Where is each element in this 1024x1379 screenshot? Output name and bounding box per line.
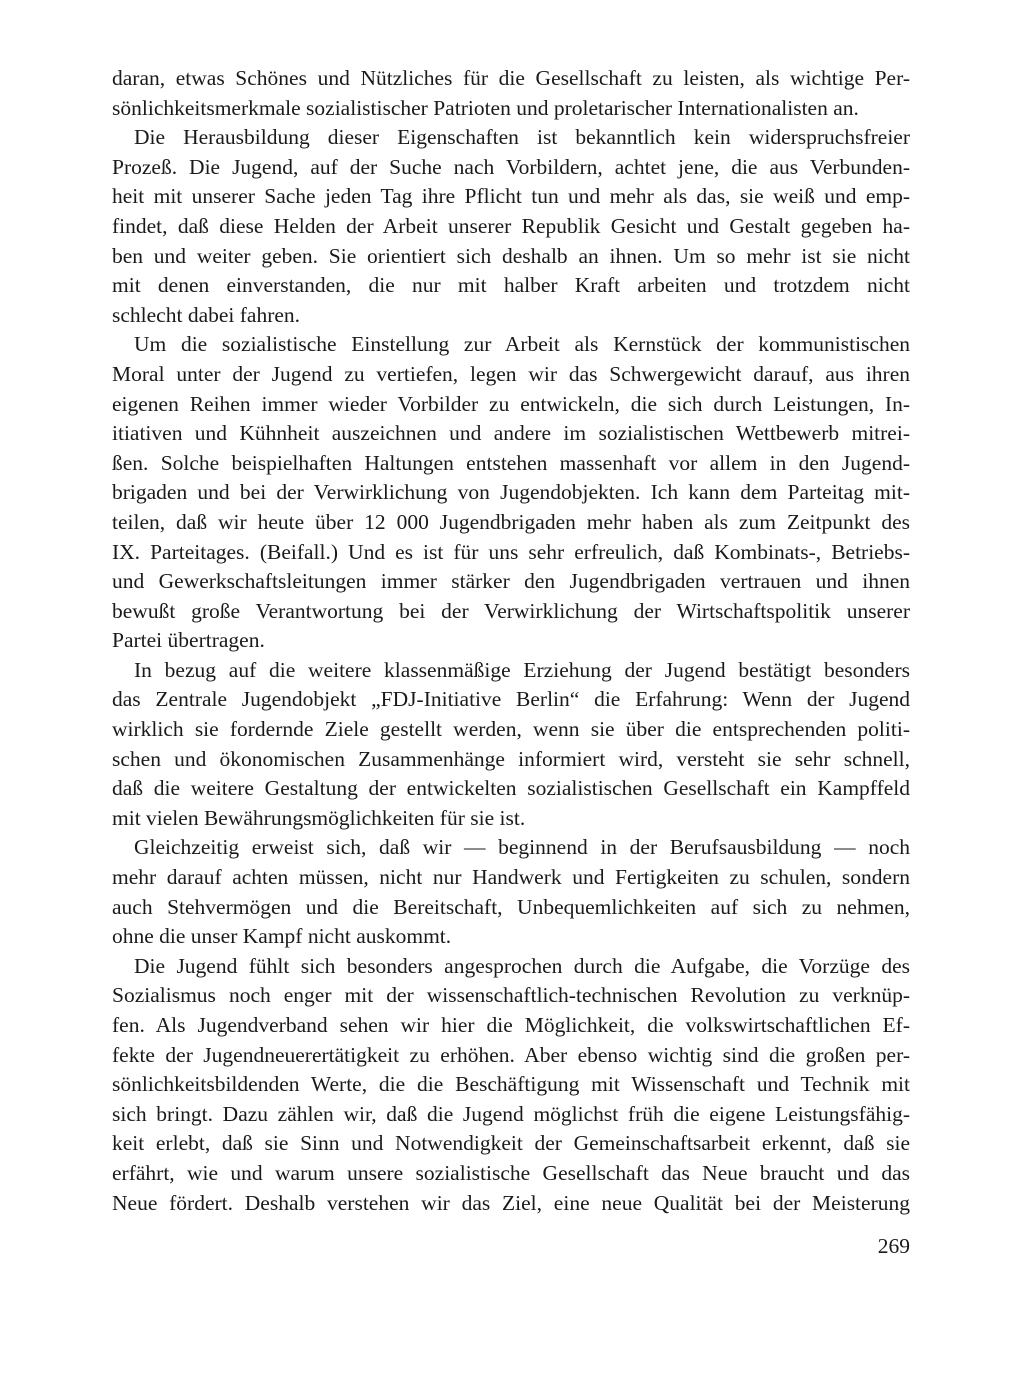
text-line: teilen, daß wir heute über 12 000 Jugendbrigaden mehr haben als zum Zeitpunkt des [112, 509, 910, 534]
text-line: ßen. Solche beispielhaften Haltungen entstehen massenhaft vor allem in den Jugend- [112, 450, 910, 475]
text-line: heit mit unserer Sache jeden Tag ihre Pflicht tun und mehr als das, sie weiß und emp- [112, 184, 910, 209]
text-line: erfährt, wie und warum unsere sozialistische Gesellschaft das Neue braucht und das [112, 1160, 910, 1185]
text-line: wirklich sie fordernde Ziele gestellt werden, wenn sie über die entsprechenden politi- [112, 717, 910, 742]
body-text [112, 64, 910, 1218]
text-line: Die Herausbildung dieser Eigenschaften ist bekanntlich kein widerspruchsfreier [134, 125, 910, 150]
text-line: Gleichzeitig erweist sich, daß wir — beginnend in der Berufsausbildung — noch [134, 835, 910, 860]
text-line: ben und weiter geben. Sie orientiert sich deshalb an ihnen. Um so mehr ist sie nicht [112, 243, 910, 268]
text-line: keit erlebt, daß sie Sinn und Notwendigkeit der Gemeinschaftsarbeit erkennt, daß sie [112, 1131, 910, 1156]
text-line: sich bringt. Dazu zählen wir, daß die Jugend möglichst früh die eigene Leistungsfähig- [112, 1101, 910, 1126]
paragraph [112, 952, 910, 1218]
text-line: Prozeß. Die Jugend, auf der Suche nach Vorbildern, achtet jene, die aus Verbunden- [112, 154, 910, 179]
text-line: das Zentrale Jugendobjekt „FDJ-Initiative Berlin“ die Erfahrung: Wenn der Jugend [112, 687, 910, 712]
text-line: Neue fördert. Deshalb verstehen wir das Ziel, eine neue Qualität bei der Meisterung [112, 1190, 910, 1215]
page-number: 269 [877, 1234, 910, 1258]
paragraph [112, 833, 910, 951]
text-line: mit vielen Bewährungsmöglichkeiten für sie ist. [112, 805, 526, 830]
text-line: mit denen einverstanden, die nur mit halber Kraft arbeiten und trotzdem nicht [112, 273, 910, 298]
text-line: Moral unter der Jugend zu vertiefen, legen wir das Schwergewicht darauf, aus ihren [112, 361, 910, 386]
paragraph [112, 330, 910, 656]
text-line: sönlichkeitsbildenden Werte, die die Beschäftigung mit Wissenschaft und Technik mit [112, 1072, 910, 1097]
text-line: sönlichkeitsmerkmale sozialistischer Patrioten und proletarischer Internationalisten an. [112, 95, 859, 120]
text-line: mehr darauf achten müssen, nicht nur Handwerk und Fertigkeiten zu schulen, sondern [112, 865, 910, 890]
text-line: auch Stehvermögen und die Bereitschaft, Unbequemlichkeiten auf sich zu nehmen, [112, 894, 910, 919]
text-line: Um die sozialistische Einstellung zur Arbeit als Kernstück der kommunistischen [134, 332, 910, 357]
paragraph [112, 123, 910, 330]
text-line: bewußt große Verantwortung bei der Verwirklichung der Wirtschaftspolitik unserer [112, 598, 910, 623]
text-line: itiativen und Kühnheit auszeichnen und andere im sozialistischen Wettbewerb mitrei- [112, 421, 910, 446]
text-line: schen und ökonomischen Zusammenhänge informiert wird, versteht sie sehr schnell, [112, 746, 910, 771]
paragraph [112, 656, 910, 834]
text-line: In bezug auf die weitere klassenmäßige Erziehung der Jugend bestätigt besonders [134, 657, 910, 682]
text-line: brigaden und bei der Verwirklichung von Jugendobjekten. Ich kann dem Parteitag mit- [112, 480, 910, 505]
text-line: daran, etwas Schönes und Nützliches für die Gesellschaft zu leisten, als wichtige Per- [112, 66, 910, 90]
text-line: und Gewerkschaftsleitungen immer stärker den Jugendbrigaden vertrauen und ihnen [112, 569, 910, 594]
text-line: fekte der Jugendneuerertätigkeit zu erhöhen. Aber ebenso wichtig sind die großen per- [112, 1042, 910, 1067]
text-line: Partei übertragen. [112, 628, 265, 653]
text-line: IX. Parteitages. (Beifall.) Und es ist für uns sehr erfreulich, daß Kombinats-, Betriebs- [112, 539, 910, 564]
text-line: Sozialismus noch enger mit der wissenschaftlich-technischen Revolution zu verknüp- [112, 983, 910, 1008]
text-line: Die Jugend fühlt sich besonders angesprochen durch die Aufgabe, die Vorzüge des [134, 953, 910, 978]
text-line: daß die weitere Gestaltung der entwickelten sozialistischen Gesellschaft ein Kampffeld [112, 776, 910, 801]
text-line: schlecht dabei fahren. [112, 302, 301, 327]
text-line: fen. Als Jugendverband sehen wir hier die Möglichkeit, die volkswirtschaftlichen Ef- [112, 1013, 910, 1037]
paragraph [112, 64, 910, 123]
text-line: ohne die unser Kampf nicht auskommt. [112, 924, 452, 949]
text-line: eigenen Reihen immer wieder Vorbilder zu entwickeln, die sich durch Leistungen, In- [112, 391, 910, 416]
text-line: findet, daß diese Helden der Arbeit unserer Republik Gesicht und Gestalt gegeben ha- [112, 213, 910, 238]
